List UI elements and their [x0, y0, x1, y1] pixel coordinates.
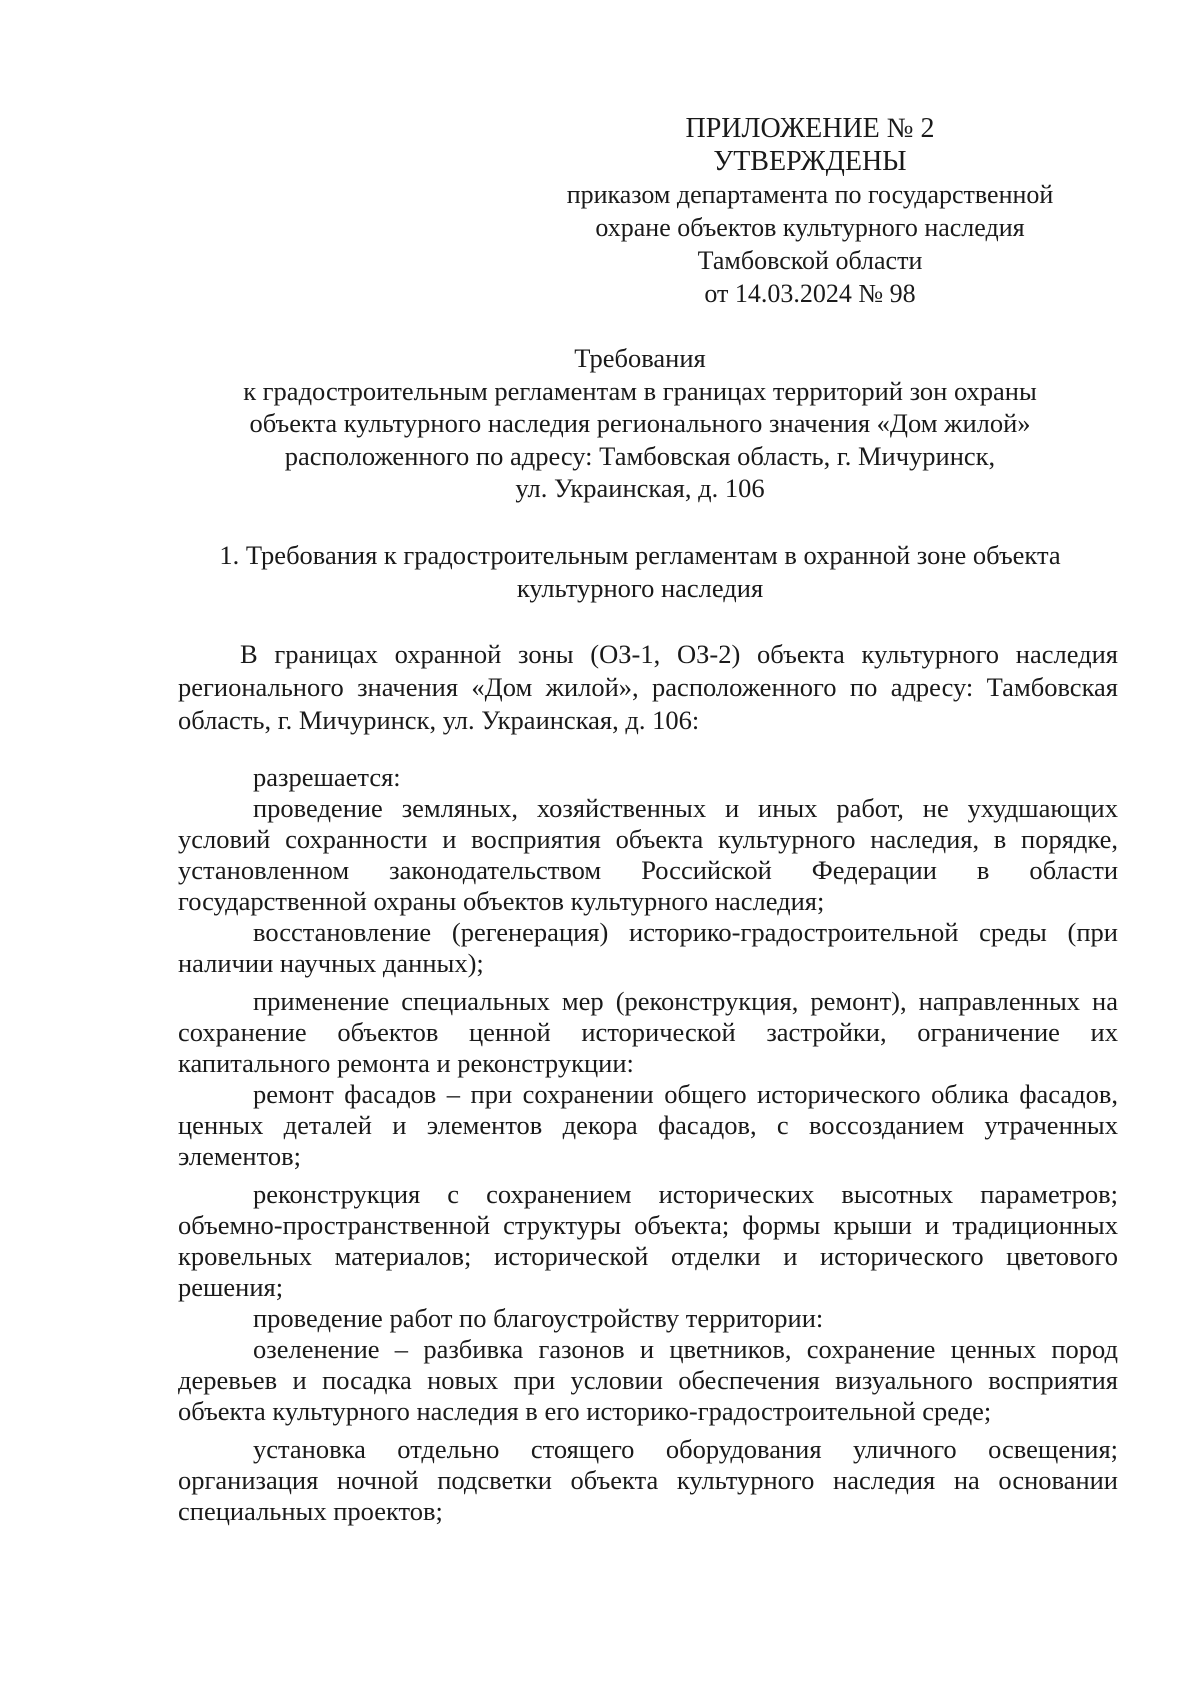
appendix-header: [540, 112, 1080, 310]
list-item: восстановление (регенерация) историко-градостроительной среды (при наличии научных данных);: [178, 917, 1118, 978]
order-date-number: от 14.03.2024 № 98: [704, 279, 916, 308]
list-item: проведение работ по благоустройству территории:: [253, 1303, 824, 1333]
title-line-2: объекта культурного наследия регионального значения «Дом жилой»: [249, 408, 1031, 438]
approval-line-2: охране объектов культурного наследия: [595, 213, 1025, 242]
approval-line-1: приказом департамента по государственной: [566, 180, 1054, 209]
title-line-3: расположенного по адресу: Тамбовская область, г. Мичуринск,: [284, 440, 996, 471]
list-item: применение специальных мер (реконструкция, ремонт), направленных на сохранение объектов ценной исторической застройки, ограничение их капитального ремонта и реконструкции:: [178, 986, 1118, 1078]
title-line-1: к градостроительным регламентам в границах территорий зон охраны: [243, 375, 1037, 406]
list-item: ремонт фасадов – при сохранении общего исторического облика фасадов, ценных деталей и элементов декора фасадов, с воссозданием утраченных элементов;: [178, 1079, 1118, 1171]
approved-label: УТВЕРЖДЕНЫ: [713, 146, 907, 177]
appendix-number: ПРИЛОЖЕНИЕ № 2: [685, 113, 935, 144]
list-item: реконструкция с сохранением исторических высотных параметров; объемно-пространственной структуры объекта; формы крыши и традиционных кровельных материалов; исторической отделки и исторического цветового решения;: [178, 1179, 1118, 1302]
list-item: озеленение – разбивка газонов и цветников, сохранение ценных пород деревьев и посадка новых при условии обеспечения визуального восприятия объекта культурного наследия в его историко-градостроительной среде;: [178, 1334, 1118, 1426]
allowed-label: разрешается:: [253, 762, 401, 792]
title-line-4: ул. Украинская, д. 106: [515, 473, 765, 503]
title-heading: Требования: [574, 343, 706, 373]
allowed-works-list: [178, 762, 1118, 1527]
section-1-line-2: культурного наследия: [516, 573, 764, 603]
list-item: проведение земляных, хозяйственных и иных работ, не ухудшающих условий сохранности и восприятия объекта культурного наследия, в порядке, установленном законодательством Российской Федерации в области государственной охраны объектов культурного наследия;: [178, 793, 1118, 916]
intro-paragraph: В границах охранной зоны (ОЗ-1, ОЗ-2) объекта культурного наследия регионального значения «Дом жилой», расположенного по адресу: Тамбовская область, г. Мичуринск, ул. Украинская, д. 106:: [178, 639, 1118, 735]
list-item: установка отдельно стоящего оборудования уличного освещения; организация ночной подсветки объекта культурного наследия на основании специальных проектов;: [178, 1434, 1118, 1526]
document-title: [160, 342, 1120, 505]
section-1-line-1: 1. Требования к градостроительным регламентам в охранной зоне объекта: [219, 540, 1061, 570]
approval-line-3: Тамбовской области: [697, 246, 923, 275]
section-1-heading: [160, 539, 1120, 605]
